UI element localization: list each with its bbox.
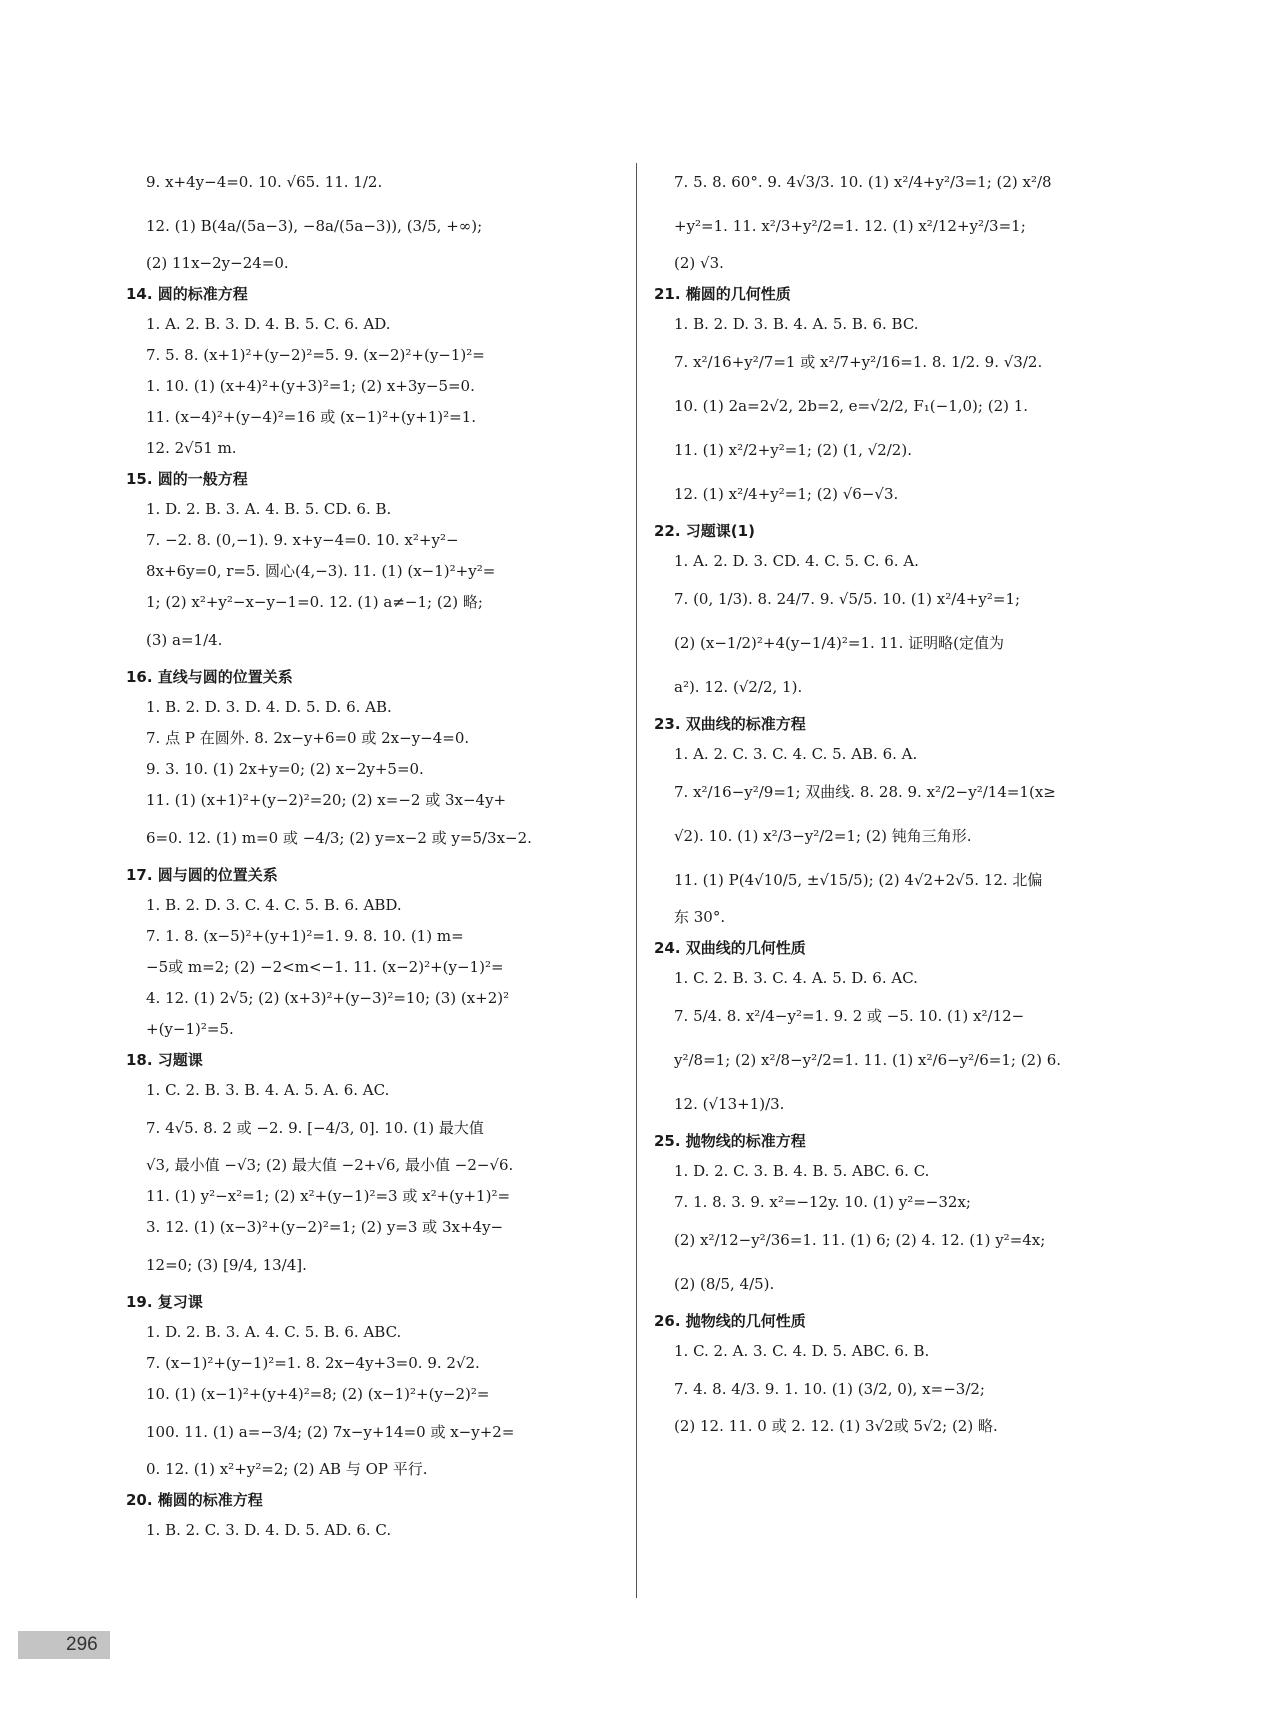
- answer-line: 1. A. 2. C. 3. C. 4. C. 5. AB. 6. A.: [674, 745, 918, 763]
- answer-line: 7. 4. 8. 4/3. 9. 1. 10. (1) (3/2, 0), x=−3/2;: [674, 1380, 985, 1398]
- answer-line: 12. (√13+1)/3.: [674, 1095, 785, 1113]
- page-number: 296: [66, 1634, 98, 1655]
- answer-section: [654, 709, 1158, 933]
- answer-line: (2) 12. 11. 0 或 2. 12. (1) 3√2或 5√2; (2) 略.: [674, 1417, 998, 1435]
- answer-line: (2) (8/5, 4/5).: [674, 1275, 775, 1293]
- answer-section: [126, 1485, 630, 1546]
- answer-line: 7. (0, 1/3). 8. 24/7. 9. √5/5. 10. (1) x²/4+y²=1;: [674, 590, 1021, 608]
- answer-line: (2) 11x−2y−24=0.: [146, 254, 289, 272]
- answer-line: 7. −2. 8. (0,−1). 9. x+y−4=0. 10. x²+y²−: [146, 531, 459, 549]
- answer-line: 1. C. 2. B. 3. C. 4. A. 5. D. 6. AC.: [674, 969, 918, 987]
- answer-line: 7. (x−1)²+(y−1)²=1. 8. 2x−4y+3=0. 9. 2√2.: [146, 1354, 480, 1372]
- answer-line: 7. 4√5. 8. 2 或 −2. 9. [−4/3, 0]. 10. (1) 最大值: [146, 1119, 484, 1137]
- answer-line: −5或 m=2; (2) −2<m<−1. 11. (x−2)²+(y−1)²=: [146, 958, 504, 976]
- column-divider: [636, 163, 637, 1598]
- answer-line: 1. D. 2. C. 3. B. 4. B. 5. ABC. 6. C.: [674, 1162, 930, 1180]
- section-title: 24. 双曲线的几何性质: [654, 939, 806, 957]
- answer-line: 12. (1) x²/4+y²=1; (2) √6−√3.: [674, 485, 899, 503]
- answer-section: [126, 1045, 630, 1287]
- answer-section: [654, 1306, 1158, 1442]
- section-title: 21. 椭圆的几何性质: [654, 285, 791, 303]
- section-title: 23. 双曲线的标准方程: [654, 715, 806, 733]
- answer-section: [130, 160, 630, 279]
- answer-line: 12=0; (3) [9/4, 13/4].: [146, 1256, 307, 1274]
- answer-line: 1. C. 2. A. 3. C. 4. D. 5. ABC. 6. B.: [674, 1342, 930, 1360]
- section-title: 15. 圆的一般方程: [126, 470, 248, 488]
- answer-line: 10. (1) 2a=2√2, 2b=2, e=√2/2, F₁(−1,0); (2) 1.: [674, 397, 1029, 415]
- answer-line: 1. B. 2. D. 3. D. 4. D. 5. D. 6. AB.: [146, 698, 392, 716]
- section-title: 16. 直线与圆的位置关系: [126, 668, 293, 686]
- answer-line: 1. D. 2. B. 3. A. 4. B. 5. CD. 6. B.: [146, 500, 392, 518]
- answer-section: [126, 464, 630, 662]
- section-title: 17. 圆与圆的位置关系: [126, 866, 278, 884]
- answer-section: [654, 933, 1158, 1126]
- section-title: 26. 抛物线的几何性质: [654, 1312, 806, 1330]
- answer-line: 1. A. 2. B. 3. D. 4. B. 5. C. 6. AD.: [146, 315, 391, 333]
- section-title: 22. 习题课(1): [654, 522, 755, 540]
- section-title: 25. 抛物线的标准方程: [654, 1132, 806, 1150]
- answer-line: 1. C. 2. B. 3. B. 4. A. 5. A. 6. AC.: [146, 1081, 390, 1099]
- answer-section: [126, 279, 630, 464]
- answer-line: +y²=1. 11. x²/3+y²/2=1. 12. (1) x²/12+y²/3=1;: [674, 217, 1026, 235]
- answer-line: 11. (x−4)²+(y−4)²=16 或 (x−1)²+(y+1)²=1.: [146, 408, 477, 426]
- answer-line: 7. 5/4. 8. x²/4−y²=1. 9. 2 或 −5. 10. (1) x²/12−: [674, 1007, 1025, 1025]
- answer-line: (3) a=1/4.: [146, 631, 223, 649]
- answer-line: 9. x+4y−4=0. 10. √65. 11. 1/2.: [146, 173, 383, 191]
- answer-line: 12. 2√51 m.: [146, 439, 237, 457]
- section-title: 20. 椭圆的标准方程: [126, 1491, 263, 1509]
- answer-line: (2) √3.: [674, 254, 724, 272]
- answer-line: 7. 1. 8. (x−5)²+(y+1)²=1. 9. 8. 10. (1) m=: [146, 927, 464, 945]
- answer-line: √2). 10. (1) x²/3−y²/2=1; (2) 钝角三角形.: [674, 827, 972, 845]
- answer-line: 12. (1) B(4a/(5a−3), −8a/(5a−3)), (3/5, +∞);: [146, 217, 483, 235]
- answer-line: 1. B. 2. D. 3. B. 4. A. 5. B. 6. BC.: [674, 315, 919, 333]
- answer-section: [126, 662, 630, 860]
- answer-line: a²). 12. (√2/2, 1).: [674, 678, 803, 696]
- answer-line: 7. 5. 8. (x+1)²+(y−2)²=5. 9. (x−2)²+(y−1)²=: [146, 346, 485, 364]
- answer-line: 1. 10. (1) (x+4)²+(y+3)²=1; (2) x+3y−5=0.: [146, 377, 475, 395]
- answer-line: √3, 最小值 −√3; (2) 最大值 −2+√6, 最小值 −2−√6.: [146, 1156, 514, 1174]
- answer-line: 11. (1) (x+1)²+(y−2)²=20; (2) x=−2 或 3x−4y+: [146, 791, 507, 809]
- right-column: [654, 160, 1158, 1442]
- answer-line: 10. (1) (x−1)²+(y+4)²=8; (2) (x−1)²+(y−2)²=: [146, 1385, 490, 1403]
- answer-line: 0. 12. (1) x²+y²=2; (2) AB 与 OP 平行.: [146, 1460, 428, 1478]
- section-title: 14. 圆的标准方程: [126, 285, 248, 303]
- answer-line: 1. D. 2. B. 3. A. 4. C. 5. B. 6. ABC.: [146, 1323, 402, 1341]
- answer-line: 1. B. 2. D. 3. C. 4. C. 5. B. 6. ABD.: [146, 896, 402, 914]
- section-title: 18. 习题课: [126, 1051, 203, 1069]
- answer-section: [654, 516, 1158, 709]
- answer-line: 1. B. 2. C. 3. D. 4. D. 5. AD. 6. C.: [146, 1521, 392, 1539]
- answer-line: 7. x²/16−y²/9=1; 双曲线. 8. 28. 9. x²/2−y²/14=1(x≥: [674, 783, 1056, 801]
- answer-line: 8x+6y=0, r=5. 圆心(4,−3). 11. (1) (x−1)²+y²=: [146, 562, 496, 580]
- answer-line: 11. (1) P(4√10/5, ±√15/5); (2) 4√2+2√5. 12. 北偏: [674, 871, 1043, 889]
- section-title: 19. 复习课: [126, 1293, 203, 1311]
- answer-section: [126, 860, 630, 1045]
- answer-line: 1; (2) x²+y²−x−y−1=0. 12. (1) a≠−1; (2) 略;: [146, 593, 483, 611]
- answer-line: +(y−1)²=5.: [146, 1020, 234, 1038]
- answer-section: [654, 1126, 1158, 1306]
- answer-line: 100. 11. (1) a=−3/4; (2) 7x−y+14=0 或 x−y+2=: [146, 1423, 515, 1441]
- answer-line: 3. 12. (1) (x−3)²+(y−2)²=1; (2) y=3 或 3x+4y−: [146, 1218, 504, 1236]
- answer-line: 1. A. 2. D. 3. CD. 4. C. 5. C. 6. A.: [674, 552, 919, 570]
- answer-line: 7. x²/16+y²/7=1 或 x²/7+y²/16=1. 8. 1/2. 9. √3/2.: [674, 353, 1043, 371]
- answer-line: 11. (1) y²−x²=1; (2) x²+(y−1)²=3 或 x²+(y+1)²=: [146, 1187, 511, 1205]
- answer-line: 7. 1. 8. 3. 9. x²=−12y. 10. (1) y²=−32x;: [674, 1193, 971, 1211]
- answer-line: (2) (x−1/2)²+4(y−1/4)²=1. 11. 证明略(定值为: [674, 634, 1005, 652]
- answer-section: [658, 160, 1158, 279]
- answer-line: (2) x²/12−y²/36=1. 11. (1) 6; (2) 4. 12. (1) y²=4x;: [674, 1231, 1046, 1249]
- answer-line: 东 30°.: [674, 908, 726, 926]
- answer-line: 6=0. 12. (1) m=0 或 −4/3; (2) y=x−2 或 y=5/3x−2.: [146, 829, 532, 847]
- answer-section: [126, 1287, 630, 1485]
- left-column: [126, 160, 630, 1546]
- answer-line: 11. (1) x²/2+y²=1; (2) (1, √2/2).: [674, 441, 912, 459]
- answer-line: 7. 5. 8. 60°. 9. 4√3/3. 10. (1) x²/4+y²/3=1; (2) x²/8: [674, 173, 1052, 191]
- answer-line: 7. 点 P 在圆外. 8. 2x−y+6=0 或 2x−y−4=0.: [146, 729, 470, 747]
- answer-line: 9. 3. 10. (1) 2x+y=0; (2) x−2y+5=0.: [146, 760, 424, 778]
- answer-line: y²/8=1; (2) x²/8−y²/2=1. 11. (1) x²/6−y²/6=1; (2) 6.: [674, 1051, 1062, 1069]
- answer-line: 4. 12. (1) 2√5; (2) (x+3)²+(y−3)²=10; (3) (x+2)²: [146, 989, 510, 1007]
- answer-section: [654, 279, 1158, 516]
